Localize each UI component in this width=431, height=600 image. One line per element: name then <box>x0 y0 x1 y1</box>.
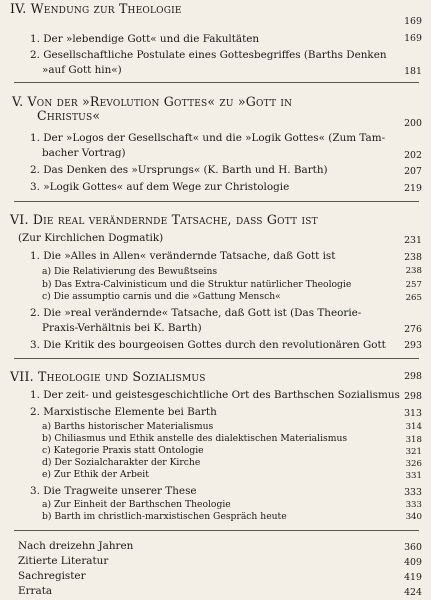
toc-entry: 3. »Logik Gottes« auf dem Wege zur Christologie <box>30 181 290 193</box>
page-number: 238 <box>404 252 422 263</box>
page-number: 409 <box>404 557 422 568</box>
toc-subentry: b) Chiliasmus und Ethik anstelle des dialektischen Materialismus <box>42 433 348 444</box>
toc-subentry: a) Die Relativierung des Bewußtseins <box>42 266 218 277</box>
section-heading-v-line2: Christus« <box>37 108 101 123</box>
backmatter-entry: Zitierte Literatur <box>18 555 109 567</box>
page-number: 333 <box>405 500 422 510</box>
section-divider <box>14 530 419 531</box>
section-divider <box>14 201 419 202</box>
page-number: 238 <box>405 266 422 276</box>
backmatter-entry: Sachregister <box>18 570 86 582</box>
section-divider <box>14 82 419 83</box>
page-number: 169 <box>404 16 422 27</box>
toc-entry-continued: Praxis-Verhältnis bei K. Barth) <box>42 322 202 334</box>
page-number: 333 <box>404 487 422 498</box>
toc-entry: 2. Marxistische Elemente bei Barth <box>30 406 217 418</box>
page-number: 257 <box>405 280 422 290</box>
toc-entry: 3. Die Kritik des bourgeoisen Gottes durch den revolutionären Gott <box>30 339 386 351</box>
toc-entry: 1. Der zeit- und geistesgeschichtliche Ort des Barthschen Sozialismus <box>30 389 400 401</box>
page-number: 181 <box>404 66 422 77</box>
page-number: 265 <box>405 293 422 303</box>
toc-entry: 1. Der »Logos der Gesellschaft« und die »Logik Gottes« (Zum Tam- <box>30 132 386 144</box>
page-number: 360 <box>404 542 422 553</box>
page-number: 326 <box>405 459 422 469</box>
toc-entry: 1. Der »lebendige Gott« und die Fakultäten <box>30 33 260 45</box>
toc-entry: 3. Die Tragweite unserer These <box>30 485 197 497</box>
page-number: 293 <box>404 340 422 351</box>
toc-subentry: b) Barth im christlich-marxistischen Gespräch heute <box>42 511 287 522</box>
page-number: 298 <box>404 371 422 382</box>
backmatter-entry: Errata <box>18 585 53 597</box>
page-number: 169 <box>404 33 422 44</box>
page-number: 314 <box>405 422 422 432</box>
page-number: 424 <box>404 587 422 598</box>
section-divider <box>14 358 419 359</box>
toc-subentry: c) Kategorie Praxis statt Ontologie <box>42 445 204 456</box>
page-number: 419 <box>404 572 422 583</box>
page-number: 298 <box>404 391 422 402</box>
backmatter-entry: Nach dreizehn Jahren <box>18 540 134 552</box>
page-number: 313 <box>404 408 422 419</box>
toc-entry-continued: bacher Vortrag) <box>42 147 126 159</box>
page-number: 219 <box>404 183 422 194</box>
page-number: 318 <box>405 435 422 445</box>
page-number: 231 <box>404 235 422 246</box>
page-number: 200 <box>404 118 422 129</box>
page-number: 202 <box>404 150 422 161</box>
toc-entry: 2. Die »real verändernde« Tatsache, daß Gott ist (Das Theorie- <box>30 307 362 319</box>
toc-subentry: a) Zur Einheit der Barthschen Theologie <box>42 499 231 510</box>
toc-subentry: d) Der Sozialcharakter der Kirche <box>42 457 201 468</box>
page-number: 321 <box>405 447 422 457</box>
section-subheading: (Zur Kirchlichen Dogmatik) <box>18 232 164 244</box>
page-number: 340 <box>405 512 422 522</box>
toc-subentry: e) Zur Ethik der Arbeit <box>42 469 149 480</box>
page-number: 331 <box>405 471 422 481</box>
toc-subentry: b) Das Extra-Calvinisticum und die Struktur natürlicher Theologie <box>42 279 352 290</box>
toc-subentry: a) Barths historischer Materialismus <box>42 421 214 432</box>
toc-entry: 1. Die »Alles in Allen« verändernde Tatsache, daß Gott ist <box>30 250 336 262</box>
page-number: 207 <box>404 166 422 177</box>
toc-entry: 2. Das Denken des »Ursprungs« (K. Barth und H. Barth) <box>30 164 328 176</box>
toc-subentry: c) Die assumptio carnis und die »Gattung Mensch« <box>42 291 281 302</box>
section-heading-vii: VII. Theologie und Sozialismus <box>10 369 206 384</box>
toc-entry: 2. Gesellschaftliche Postulate eines Gottesbegriffes (Barths Denken <box>30 49 387 61</box>
section-heading-v: V. Von der »Revolution Gottes« zu »Gott in <box>12 94 293 109</box>
section-heading-vi: VI. Die real verändernde Tatsache, dass Gott ist <box>10 212 318 227</box>
toc-entry-continued: »auf Gott hin«) <box>42 64 122 76</box>
section-heading-iv: IV. Wendung zur Theologie <box>10 1 182 16</box>
page-number: 276 <box>404 324 422 335</box>
